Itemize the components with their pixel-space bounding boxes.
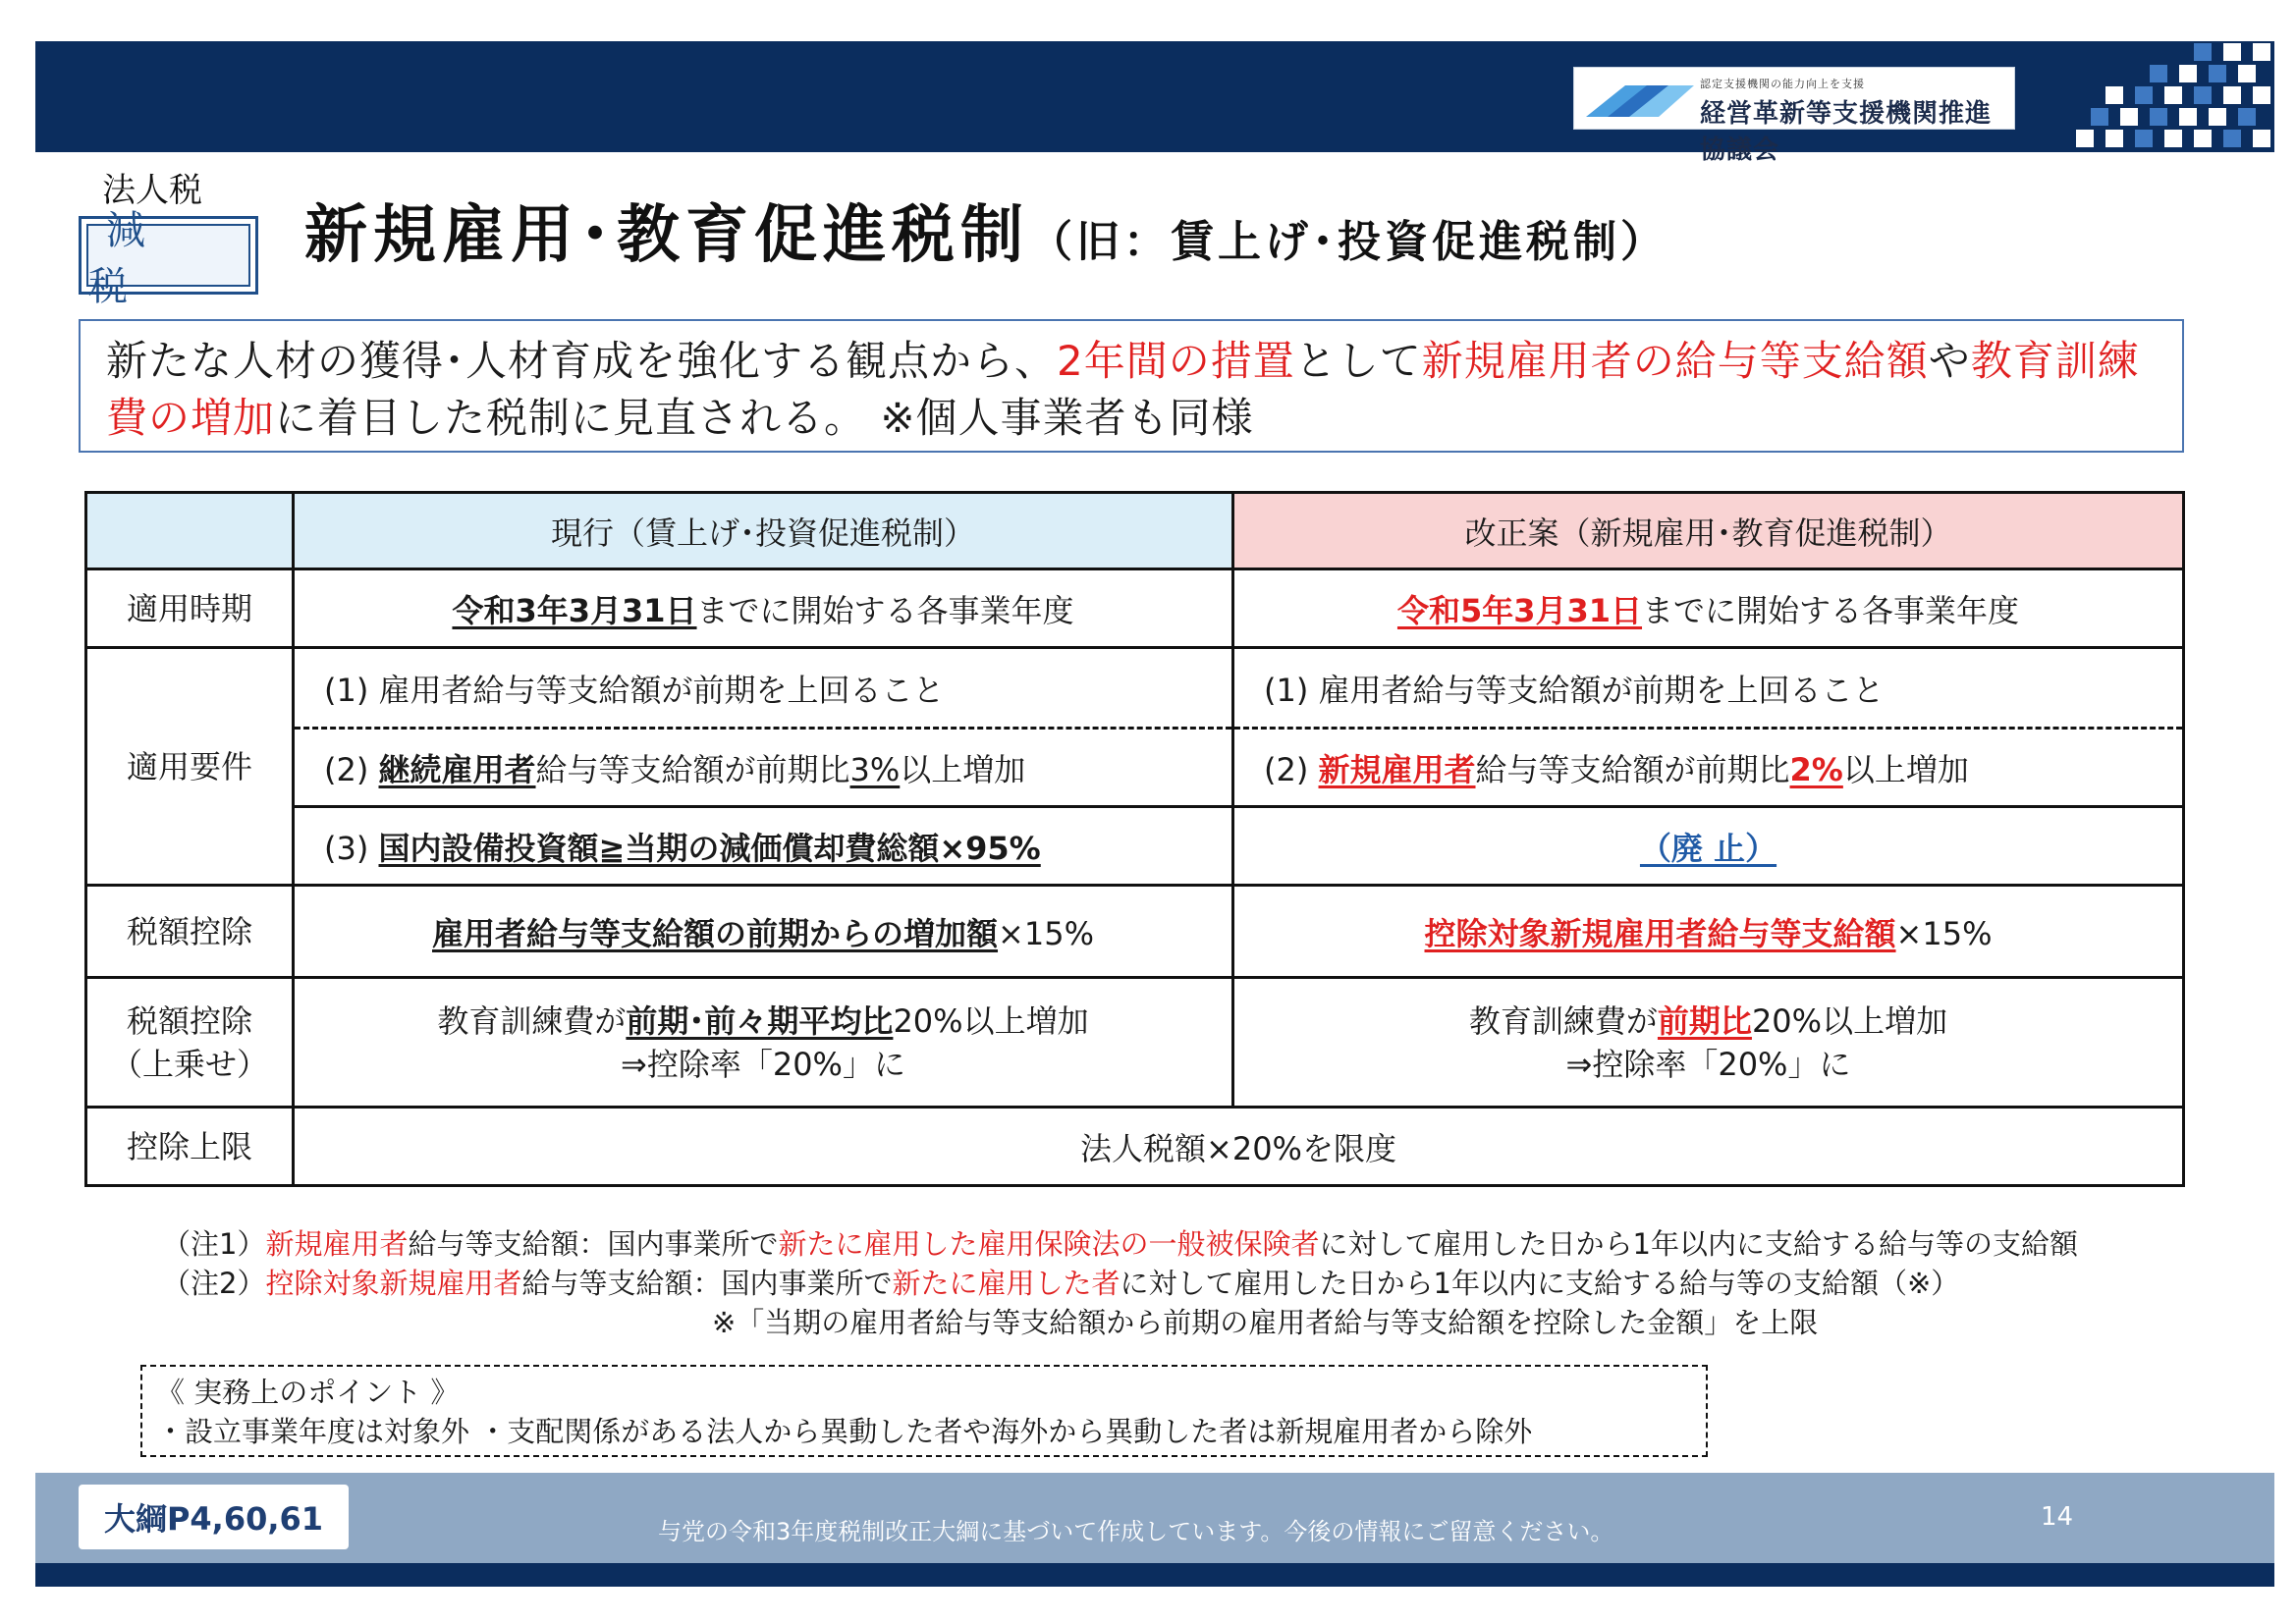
extra-current-key: 前期･前々期平均比 — [626, 1001, 894, 1040]
footer-line — [35, 1563, 2274, 1587]
page-title — [304, 185, 1667, 275]
notes — [162, 1224, 2078, 1342]
extra-current-text: 教育訓練費が — [437, 1001, 627, 1040]
credit-current-rate: ×15% — [998, 914, 1094, 952]
table-header-row — [86, 493, 2184, 569]
header-empty-cell — [86, 493, 294, 569]
logo-tagline: 認定支援機関の能力向上を支援 — [1700, 78, 1865, 90]
tax-category: 法人税 — [102, 171, 202, 210]
row-label — [86, 978, 294, 1108]
req2-new-text: 給与等支給額が前期比 — [1475, 750, 1790, 788]
practice-points-title: 《 実務上のポイント 》 — [156, 1376, 460, 1409]
note-2-num: （注2） — [162, 1267, 266, 1300]
req2-new-tail: 以上増加 — [1842, 750, 1969, 788]
req2-current-rate: 3% — [849, 750, 901, 788]
logo-swoosh-icon — [1586, 78, 1694, 119]
summary-highlight-wages: 新規雇用者の給与等支給額 — [1421, 337, 1929, 385]
table-row-limit — [86, 1108, 2184, 1186]
extra-new — [1233, 978, 2184, 1108]
summary-text: に着目した税制に見直される。 ※個人事業者も同様 — [275, 394, 1254, 442]
header-current: 現行（賃上げ･投資促進税制） — [294, 493, 1233, 569]
req2-new-num: (2) — [1264, 750, 1319, 788]
note-2-text: 給与等支給額：国内事業所で — [521, 1267, 893, 1300]
table-row-req-1 — [86, 648, 2184, 729]
req3-current — [294, 807, 1233, 886]
row-label: 適用要件 — [86, 648, 294, 886]
extra-new-key: 前期比 — [1657, 1001, 1752, 1040]
row-label-line2: （上乗せ） — [110, 1045, 268, 1083]
table-row-extra — [86, 978, 2184, 1108]
period-current-rest: までに開始する各事業年度 — [696, 591, 1074, 629]
row-label: 控除上限 — [86, 1108, 294, 1186]
row-label-line1: 税額控除 — [126, 1001, 252, 1040]
req2-new-rate: 2% — [1789, 750, 1843, 788]
credit-new-base: 控除対象新規雇用者給与等支給額 — [1424, 914, 1896, 952]
checker-pattern — [2056, 41, 2274, 152]
period-new-rest: までに開始する各事業年度 — [1642, 591, 2020, 629]
credit-new-rate: ×15% — [1895, 914, 1993, 952]
summary-highlight-training: 教育訓練費の増加 — [106, 337, 2140, 442]
page-number: 14 — [2041, 1502, 2074, 1532]
period-current — [294, 569, 1233, 648]
note-1-highlight: 新たに雇用した雇用保険法の一般被保険者 — [778, 1227, 1320, 1261]
summary-highlight-period: 2年間の措置 — [1057, 337, 1295, 385]
credit-new — [1233, 886, 2184, 978]
table-row-req-2 — [86, 729, 2184, 807]
extra-new-rate: 20%以上増加 — [1751, 1001, 1948, 1040]
note-2-tail: に対して雇用した日から1年以内に支給する給与等の支給額（※） — [1120, 1267, 1960, 1300]
period-current-date: 令和3年3月31日 — [452, 591, 697, 629]
comparison-table — [84, 491, 2185, 1187]
summary-text: として — [1294, 337, 1422, 385]
note-2-highlight: 新たに雇用した者 — [892, 1267, 1121, 1300]
row-label: 適用時期 — [86, 569, 294, 648]
req1-new: (1) 雇用者給与等支給額が前期を上回ること — [1233, 648, 2184, 729]
logo-org-name: 経営革新等支援機関推進協議会 — [1700, 99, 1993, 165]
header-new: 改正案（新規雇用･教育促進税制） — [1233, 493, 2184, 569]
period-new-date: 令和5年3月31日 — [1396, 591, 1643, 629]
req2-current-key: 継続雇用者 — [378, 750, 536, 788]
note-2-term: 控除対象新規雇用者 — [265, 1267, 522, 1300]
practice-points-body: ・設立事業年度は対象外 ・支配関係がある法人から異動した者や海外から異動した者は新規雇用者から除外 — [156, 1415, 1533, 1448]
summary-box — [79, 319, 2184, 453]
extra-new-result: ⇒控除率「20%」に — [1565, 1045, 1851, 1083]
req1-current: (1) 雇用者給与等支給額が前期を上回ること — [294, 648, 1233, 729]
note-1-num: （注1） — [162, 1227, 266, 1261]
req2-current-tail: 以上増加 — [900, 750, 1026, 788]
practice-points-box — [140, 1365, 1708, 1457]
tax-type-label: 減 税 — [86, 224, 250, 287]
summary-text: や — [1928, 337, 1971, 385]
row-label: 税額控除 — [86, 886, 294, 978]
req2-current — [294, 729, 1233, 807]
title-main: 新規雇用･教育促進税制 — [304, 199, 1029, 272]
req3-new — [1233, 807, 2184, 886]
extra-new-text: 教育訓練費が — [1468, 1001, 1658, 1040]
req2-current-text: 給与等支給額が前期比 — [535, 750, 850, 788]
note-1-text: 給与等支給額：国内事業所で — [408, 1227, 779, 1261]
tax-type-badge — [79, 208, 258, 309]
extra-current — [294, 978, 1233, 1108]
req2-new-key: 新規雇用者 — [1318, 750, 1476, 788]
credit-current — [294, 886, 1233, 978]
limit-value: 法人税額×20%を限度 — [294, 1108, 2184, 1186]
summary-text: 新たな人材の獲得･人材育成を強化する観点から、 — [106, 337, 1058, 385]
table-row-req-3 — [86, 807, 2184, 886]
note-2 — [162, 1264, 2078, 1303]
req3-new-abolished: （廃 止） — [1639, 829, 1777, 867]
req2-new — [1233, 729, 2184, 807]
table-row-credit — [86, 886, 2184, 978]
footer-disclaimer: 与党の令和3年度税制改正大綱に基づいて作成しています。今後の情報にご留意ください。 — [658, 1518, 1614, 1545]
outline-reference: 大綱P4,60,61 — [79, 1485, 349, 1549]
note-1-term: 新規雇用者 — [265, 1227, 409, 1261]
table-row-period — [86, 569, 2184, 648]
note-1-tail: に対して雇用した日から1年以内に支給する給与等の支給額 — [1319, 1227, 2078, 1261]
req3-current-num: (3) — [324, 829, 379, 867]
extra-current-rate: 20%以上増加 — [893, 1001, 1089, 1040]
req2-current-num: (2) — [324, 750, 379, 788]
extra-current-result: ⇒控除率「20%」に — [621, 1045, 905, 1083]
note-1 — [162, 1224, 2078, 1264]
period-new — [1233, 569, 2184, 648]
req3-current-text: 国内設備投資額≧当期の減価償却費総額×95% — [378, 829, 1041, 867]
credit-current-base: 雇用者給与等支給額の前期からの増加額 — [432, 914, 999, 952]
note-3: ※「当期の雇用者給与等支給額から前期の雇用者給与等支給額を控除した金額」を上限 — [712, 1306, 1819, 1339]
title-sub: （旧：賃上げ･投資促進税制） — [1029, 217, 1667, 267]
org-logo — [1573, 67, 2015, 165]
